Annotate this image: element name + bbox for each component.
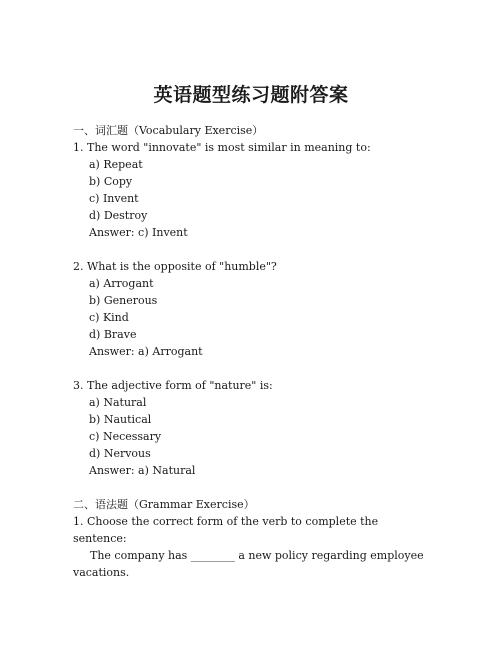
- question-3-option-a: a) Natural: [89, 396, 147, 409]
- question-3-option-b: b) Nautical: [89, 413, 152, 426]
- spacer: [73, 360, 433, 377]
- document-body: [73, 122, 433, 581]
- question-1-option-c: c) Invent: [89, 192, 139, 205]
- question-1-option-b: b) Copy: [89, 175, 133, 188]
- question-2-option-c: c) Kind: [89, 311, 129, 324]
- spacer: [73, 479, 433, 496]
- question-2-answer: Answer: a) Arrogant: [89, 345, 203, 358]
- question-2-text: 2. What is the opposite of "humble"?: [73, 260, 277, 273]
- question-1-text: 1. The word "innovate" is most similar in meaning to:: [73, 141, 371, 154]
- section-heading-vocabulary: 一、词汇题（Vocabulary Exercise）: [73, 124, 264, 137]
- document-title: 英语题型练习题附答案: [153, 84, 349, 106]
- question-2-option-d: d) Brave: [89, 328, 137, 341]
- grammar-question-1-sentence: The company has ________ a new policy regarding employee vacations.: [73, 549, 424, 579]
- question-3-answer: Answer: a) Natural: [89, 464, 196, 477]
- question-3-option-d: d) Nervous: [89, 447, 151, 460]
- question-3-option-c: c) Necessary: [89, 430, 162, 443]
- question-1-option-a: a) Repeat: [89, 158, 143, 171]
- question-2-option-a: a) Arrogant: [89, 277, 154, 290]
- question-1-option-d: d) Destroy: [89, 209, 148, 222]
- question-3-text: 3. The adjective form of "nature" is:: [73, 379, 273, 392]
- question-2-option-b: b) Generous: [89, 294, 158, 307]
- spacer: [73, 241, 433, 258]
- question-1-answer: Answer: c) Invent: [89, 226, 188, 239]
- grammar-question-1-text: 1. Choose the correct form of the verb to complete the sentence:: [73, 515, 379, 545]
- section-heading-grammar: 二、语法题（Grammar Exercise）: [73, 498, 255, 511]
